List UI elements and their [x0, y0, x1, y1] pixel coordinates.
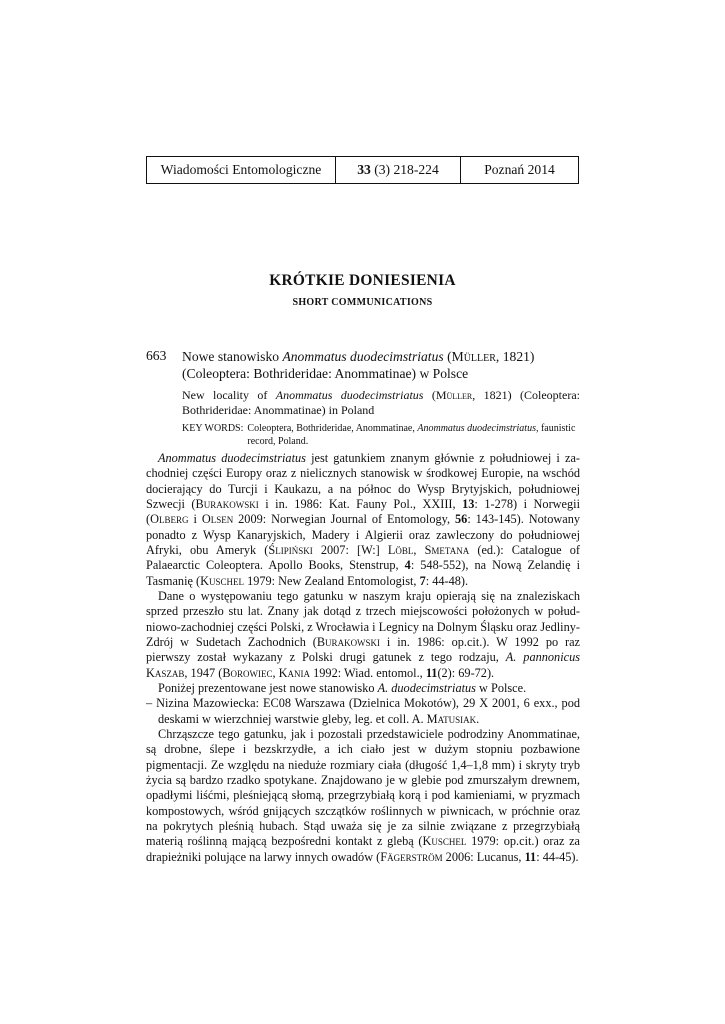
keywords	[182, 423, 580, 448]
keywords-list: Coleoptera, Bothrideridae, Anommatinae, Anommatus duodecimstriatus, faunistic record, Poland.	[247, 423, 576, 447]
issue-pages: (3) 218-224	[374, 162, 439, 177]
article-title-en: New locality of Anommatus duodecimstriatus (Müller, 1821) (Coleoptera: Bothrideridae: Anommatinae) in Poland	[182, 388, 580, 417]
author-name-en: Müller	[435, 388, 473, 402]
place-year: Poznań 2014	[484, 162, 555, 177]
article-body	[146, 451, 580, 865]
keywords-label: KEY WORDS:	[182, 423, 244, 434]
section-title: KRÓTKIE DONIESIENIA	[269, 272, 456, 289]
journal-header-table	[146, 156, 579, 184]
paragraph-2: Dane o występowaniu tego gatunku w naszym kraju opierają się na znaleziskach sprzed przeszło stu lat. Znany jak dotąd z trzech miejscowości położonych w południowo-zachodniej części Polski, z Wrocławia i Legnicy na Dolnym Śląsku oraz Jedliny-Zdrój w Sudetach Zachodnich (Burakowski i in. 1986: op.cit.). W 1992 po raz pierwszy został wykazany z Polski drugi gatunek z tego rodzaju, A. pannonicus Kaszab, 1947 (Borowiec, Kania 1992: Wiad. entomol., 11(2): 69-72).	[146, 588, 581, 680]
paragraph-5: Chrząszcze tego gatunku, jak i pozostali przedstawiciele podrodziny Anommatinae, są drobne, ślepe i bezskrzydłe, a ich ciało jest w dużym stopniu pozbawione pigmentacji. Ze względu na nieduże rozmiary ciała (długość 1,4–1,8 mm) i skryty tryb życia są bardzo rzadko spotykane. Znajdowano je w glebie pod zmurszałym drewnem, opadłymi liśćmi, pleśniejącą słomą, przegrzybiałą korą i pod kamieniami, w pryzmach kompostowych, wśród gnijących szczątków roślinnych w piwnicach, w próchnie oraz na pokrytych pleśnią hubach. Stąd uważa się je za silnie związane z przegrzybiałą materią roślinną mającą bezpośredni kontakt z glebą (Kuschel 1979: op.cit.) oraz za drapieżniki polujące na larwy innych owadów (Fägerström 2006: Lucanus, 11: 44-45).	[146, 726, 581, 864]
article-number: 663	[146, 348, 167, 363]
paragraph-3: Poniżej prezentowane jest nowe stanowisko A. duodecimstriatus w Polsce.	[158, 680, 527, 695]
journal-name: Wiadomości Entomologiczne	[147, 157, 336, 183]
article-title-pl: Nowe stanowisko Anommatus duodecimstriatus (Müller, 1821) (Coleoptera: Bothrideridae: Anommatinae) w Polsce	[182, 349, 535, 381]
author-name: Müller	[451, 349, 496, 364]
species-name-en: Anommatus duodecimstriatus	[275, 388, 424, 402]
paragraph-record: – Nizina Mazowiecka: EC08 Warszawa (Dzielnica Mokotów), 29 X 2001, 6 exx., pod deskami w wierzchniej warstwie gleby, leg. et coll. A. Matusiak.	[146, 696, 580, 726]
volume-pages	[336, 157, 461, 183]
species-name: Anommatus duodecimstriatus	[282, 349, 444, 364]
paragraph-1: Anommatus duodecimstriatus jest gatunkiem znanym głównie z południowej i zachodniej części Europy oraz z nielicznych stanowisk w środkowej Europie, na wschód docierający do Turcji i Kaukazu, a na północ do Wysp Brytyjskich, południowej Szwecji (Burakowski i in. 1986: Kat. Fauny Pol., XXIII, 13: 1-278) i Norwegii (Olberg i Olsen 2009: Norwegian Journal of Entomology, 56: 143-145). Notowany ponadto z Wysp Kanaryjskich, Madery i Algierii oraz zawleczony do południowej Afryki, obu Ameryk (Ślipiński 2007: [W:] Löbl, Smetana (ed.): Catalogue of Palaearctic Coleoptera. Apollo Books, Stenstrup, 4: 548-552), na Nową Zelandię i Tasmanię (Kuschel 1979: New Zealand Entomologist, 7: 44-48).	[146, 451, 581, 588]
section-subtitle: SHORT COMMUNICATIONS	[292, 297, 433, 308]
volume-number: 33	[357, 162, 371, 177]
